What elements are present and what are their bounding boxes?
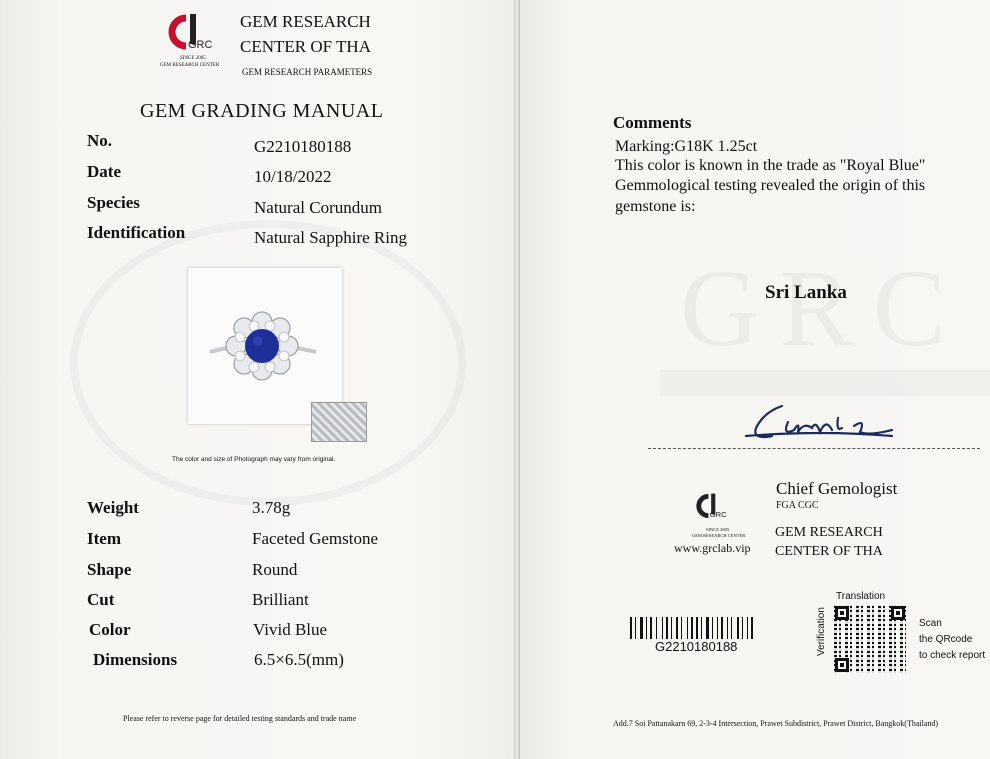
- value-cut: Brilliant: [252, 590, 309, 609]
- qr-top-label: Translation: [836, 591, 886, 602]
- origin-value: Sri Lanka: [765, 282, 847, 303]
- address-footer: Add.7 Soi Pattanakarn 69, 2-3-4 Intersection, Prawet Subdistrict, Prawet District, Bangkok(Thailand): [613, 719, 939, 728]
- barcode-bar: [747, 617, 748, 639]
- label-weight: Weight: [87, 498, 139, 517]
- document-title: GEM GRADING MANUAL: [140, 100, 384, 122]
- barcode-bar: [640, 617, 643, 639]
- barcode-bar: [646, 617, 647, 639]
- logo-text: GRC: [188, 39, 213, 51]
- comment-line-2: This color is known in the trade as "Royal Blue": [615, 157, 926, 174]
- qr-side-label: Verification: [816, 607, 827, 656]
- value-date: 10/18/2022: [254, 167, 332, 186]
- comment-line-1: Marking:G18K 1.25ct: [615, 138, 758, 155]
- value-species: Natural Corundum: [254, 198, 382, 217]
- barcode-bar: [712, 617, 713, 639]
- qr-code[interactable]: [834, 605, 906, 673]
- org-subtitle: GEM RESEARCH PARAMETERS: [242, 67, 373, 77]
- barcode-bar: [701, 617, 702, 639]
- scan-line-3: to check report: [919, 650, 986, 661]
- signature-line: [648, 448, 980, 449]
- signer-org-line1: GEM RESEARCH: [775, 525, 883, 540]
- logo-small-text: GRC: [709, 510, 727, 520]
- website-link[interactable]: www.grclab.vip: [674, 541, 751, 555]
- label-species: Species: [87, 193, 140, 212]
- barcode-bar: [666, 617, 668, 639]
- logo-small-since: SINCE 2005: [706, 527, 730, 532]
- signature-image: [742, 392, 902, 444]
- signer-credentials: FGA CGC: [776, 500, 819, 511]
- qr-finder-top-left: [835, 606, 849, 620]
- label-dimensions: Dimensions: [93, 650, 178, 669]
- value-color: Vivid Blue: [253, 620, 328, 639]
- barcode-bar: [737, 617, 739, 639]
- logo-small-center: GEM RESEARCH CENTER: [692, 533, 746, 538]
- barcode-bar: [717, 617, 718, 639]
- grc-logo: [160, 12, 226, 74]
- photo-disclaimer: The color and size of Photograph may vary from original.: [172, 456, 336, 463]
- barcode-bar: [681, 617, 682, 639]
- comment-line-3: Gemmological testing revealed the origin of this: [615, 177, 926, 194]
- label-cut: Cut: [87, 590, 115, 609]
- org-name-line2: CENTER OF THA: [240, 37, 371, 56]
- barcode-number: G2210180188: [655, 639, 738, 654]
- barcode-bar: [687, 617, 688, 639]
- grc-logo-small-icon: [696, 486, 736, 526]
- label-identification: Identification: [87, 223, 186, 242]
- barcode-bar: [721, 617, 723, 639]
- value-item: Faceted Gemstone: [252, 529, 379, 548]
- sapphire-ring-image: [188, 268, 342, 424]
- value-shape: Round: [252, 560, 298, 579]
- scan-line-2: the QRcode: [919, 634, 973, 645]
- grc-logo-icon: [168, 12, 226, 52]
- barcode-bar: [696, 617, 698, 639]
- barcode-bar: [751, 617, 753, 639]
- label-color: Color: [89, 620, 131, 639]
- grc-logo-small: [692, 486, 752, 542]
- barcode-bar: [635, 617, 636, 639]
- value-dimensions: 6.5×6.5(mm): [254, 650, 344, 669]
- qr-finder-bottom-left: [835, 658, 849, 672]
- signer-org-line2: CENTER OF THA: [775, 544, 883, 559]
- barcode-bar: [650, 617, 652, 639]
- label-no: No.: [87, 131, 113, 150]
- barcode-bar: [671, 617, 672, 639]
- org-name-line1: GEM RESEARCH: [240, 12, 371, 31]
- logo-since: SINCE 2005: [180, 56, 206, 61]
- grc-watermark: [680, 245, 966, 372]
- value-identification: Natural Sapphire Ring: [254, 228, 407, 247]
- value-weight: 3.78g: [252, 498, 291, 517]
- value-no: G2210180188: [254, 137, 352, 156]
- label-item: Item: [87, 529, 121, 548]
- barcode-bar: [676, 617, 678, 639]
- barcode-bar: [662, 617, 663, 639]
- certificate-back-page: [520, 0, 990, 759]
- barcode-bar: [630, 617, 632, 639]
- label-date: Date: [87, 162, 121, 181]
- barcode-bar: [656, 617, 657, 639]
- barcode-bar: [727, 617, 728, 639]
- logo-center: GEM RESEARCH CENTER: [160, 63, 220, 68]
- barcode-bar: [706, 617, 709, 639]
- label-shape: Shape: [87, 560, 132, 579]
- scan-line-1: Scan: [919, 618, 942, 629]
- comment-line-4: gemstone is:: [615, 198, 696, 215]
- gem-photo: [188, 268, 342, 424]
- qr-finder-top-right: [891, 606, 905, 620]
- footer-note: Please refer to reverse page for detailed testing standards and trade name: [123, 714, 357, 723]
- barcode-bar: [731, 617, 732, 639]
- barcode-bar: [742, 617, 743, 639]
- barcode-bar: [691, 617, 693, 639]
- comments-heading: Comments: [613, 113, 692, 132]
- hologram-sticker: [311, 402, 367, 442]
- signer-title: Chief Gemologist: [776, 479, 898, 498]
